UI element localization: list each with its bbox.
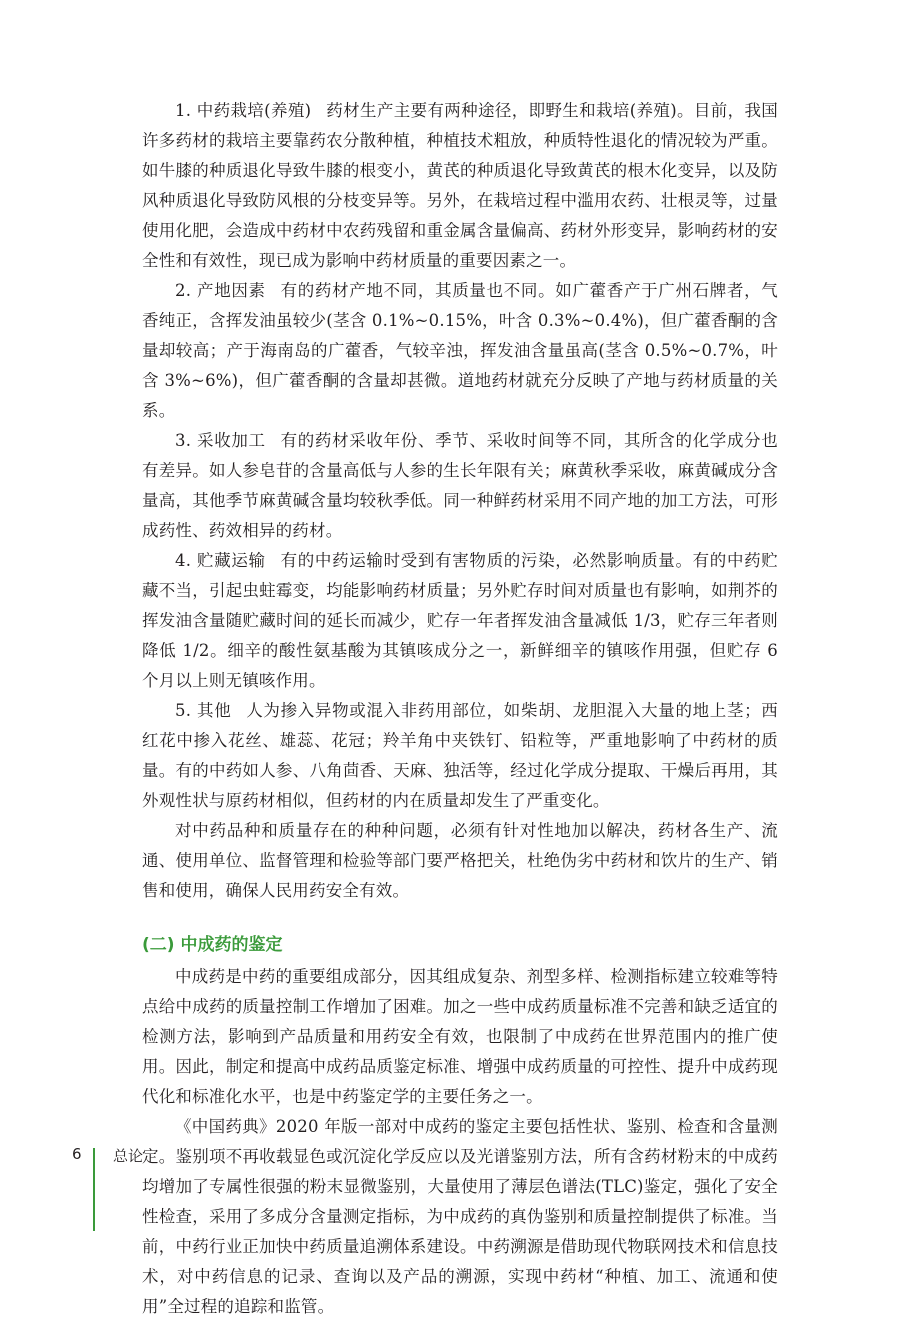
paragraph-pharmacopoeia: 《中国药典》2020 年版一部对中成药的鉴定主要包括性状、鉴别、检查和含量测定。鉴别项不再收载显色或沉淀化学反应以及光谱鉴别方法，所有含药材粉末的中成药均增加了专属性很强的粉末显微鉴别，大量使用了薄层色谱法(TLC)鉴定，强化了安全性检查，采用了多成分含量测定指标，为中成药的真伪鉴别和质量控制提供了标准。当前，中药行业正加快中药质量追溯体系建设。中药溯源是借助现代物联网技术和信息技术，对中药信息的记录、查询以及产品的溯源，实现中药材“种植、加工、流通和使用”全过程的追踪和监管。 xyxy=(142,1117,778,1316)
page-number: 6 xyxy=(72,1145,82,1163)
running-head: 总论 xyxy=(113,1147,144,1165)
paragraph-origin xyxy=(142,276,778,426)
footer-divider xyxy=(93,1148,95,1231)
paragraph-title: 5. 其他 xyxy=(175,701,232,720)
paragraph-text: 有的药材采收年份、季节、采收时间等不同，其所含的化学成分也有差异。如人参皂苷的含量高低与人参的生长年限有关；麻黄秋季采收，麻黄碱成分含量高，其他季节麻黄碱含量均较秋季低。同一种鲜药材采用不同产地的加工方法，可形成药性、药效相异的药材。 xyxy=(142,431,778,540)
paragraph-harvest xyxy=(142,426,778,546)
paragraph-text: 对中药品种和质量存在的种种问题，必须有针对性地加以解决，药材各生产、流通、使用单位、监督管理和检验等部门要严格把关，杜绝伪劣中药材和饮片的生产、销售和使用，确保人民用药安全有效。 xyxy=(142,821,778,900)
paragraph-title: 2. 产地因素 xyxy=(175,281,266,300)
paragraph-cultivation xyxy=(142,96,778,276)
paragraph-title: 4. 贮藏运输 xyxy=(175,551,266,570)
paragraph-other xyxy=(142,696,778,816)
paragraph-text: 有的中药运输时受到有害物质的污染，必然影响质量。有的中药贮藏不当，引起虫蛀霉变，均能影响药材质量；另外贮存时间对质量也有影响，如荆芥的挥发油含量随贮藏时间的延长而减少，贮存一年者挥发油含量减低 1/3，贮存三年者则降低 1/2。细辛的酸性氨基酸为其镇咳成分之一，新鲜细辛的镇咳作用强，但贮存 6 个月以上则无镇咳作用。 xyxy=(142,551,778,690)
paragraph-title: 1. 中药栽培(养殖) xyxy=(175,101,312,120)
paragraph-patent-medicine-intro: 中成药是中药的重要组成部分，因其组成复杂、剂型多样、检测指标建立较难等特点给中成药的质量控制工作增加了困难。加之一些中成药质量标准不完善和缺乏适宜的检测方法，影响到产品质量和用药安全有效，也限制了中成药在世界范围内的推广使用。因此，制定和提高中成药品质鉴定标准、增强中成药质量的可控性、提升中成药现代化和标准化水平，也是中药鉴定学的主要任务之一。 xyxy=(142,967,778,1106)
paragraph-title: 3. 采收加工 xyxy=(175,431,266,450)
paragraph-storage xyxy=(142,546,778,696)
paragraph-summary xyxy=(142,816,778,906)
paragraph-text: 人为掺入异物或混入非药用部位，如柴胡、龙胆混入大量的地上茎；西红花中掺入花丝、雄蕊、花冠；羚羊角中夹铁钉、铅粒等，严重地影响了中药材的质量。有的中药如人参、八角茴香、天麻、独活等，经过化学成分提取、干燥后再用，其外观性状与原药材相似，但药材的内在质量却发生了严重变化。 xyxy=(142,701,778,810)
section-heading: (二) 中成药的鉴定 xyxy=(142,935,283,955)
paragraph-text: 药材生产主要有两种途径，即野生和栽培(养殖)。目前，我国许多药材的栽培主要靠药农分散种植，种植技术粗放，种质特性退化的情况较为严重。如牛膝的种质退化导致牛膝的根变小，黄芪的种质退化导致黄芪的根木化变异，以及防风种质退化导致防风根的分枝变异等。另外，在栽培过程中滥用农药、壮根灵等，过量使用化肥，会造成中药材中农药残留和重金属含量偏高、药材外形变异，影响药材的安全性和有效性，现已成为影响中药材质量的重要因素之一。 xyxy=(142,101,778,270)
paragraph-text: 有的药材产地不同，其质量也不同。如广藿香产于广州石牌者，气香纯正，含挥发油虽较少(茎含 0.1%~0.15%，叶含 0.3%~0.4%)，但广藿香酮的含量却较高；产于海南岛的广藿香，气较辛浊，挥发油含量虽高(茎含 0.5%~0.7%，叶含 3%~6%)，但广藿香酮的含量却甚微。道地药材就充分反映了产地与药材质量的关系。 xyxy=(142,281,778,420)
page-body xyxy=(142,96,778,1322)
